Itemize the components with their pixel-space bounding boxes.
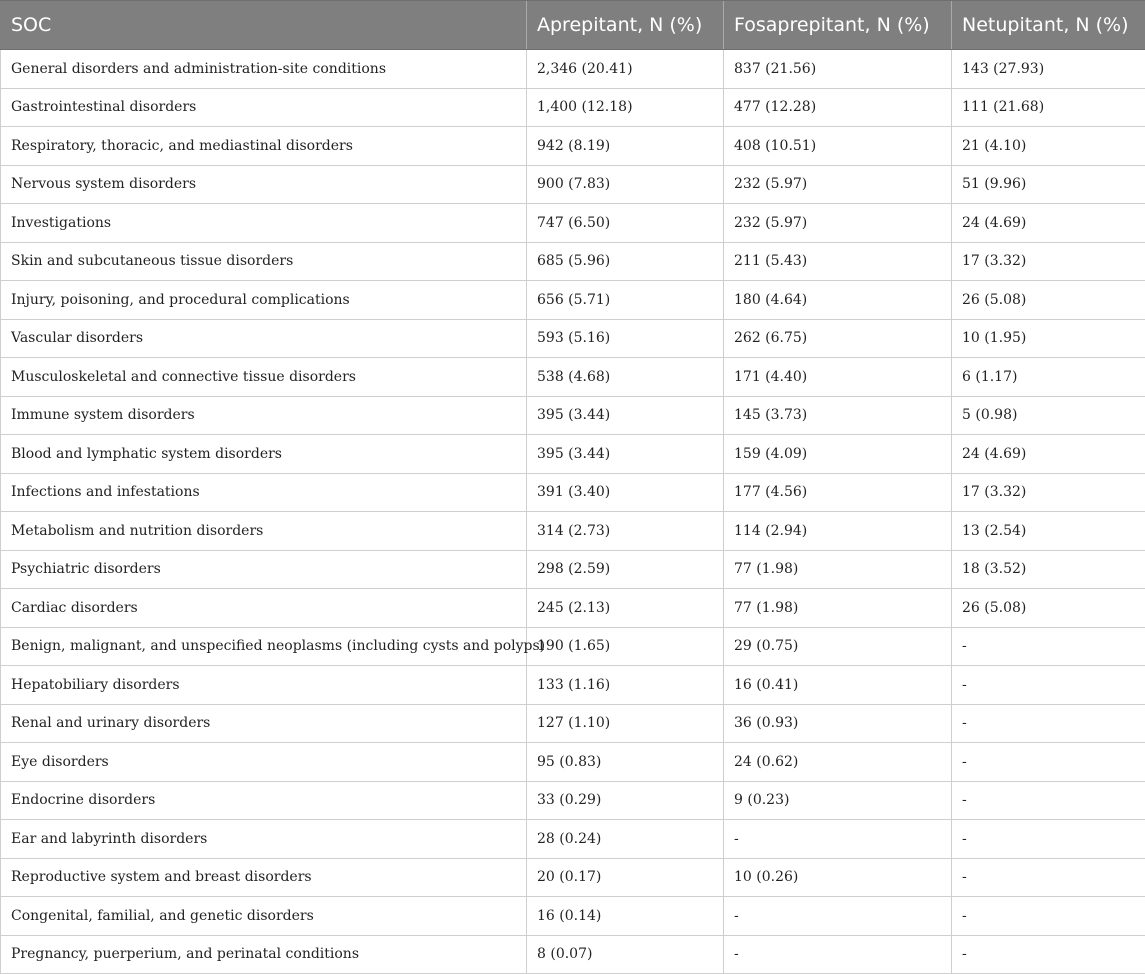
cell-aprepitant: 1,400 (12.18) [527, 88, 724, 127]
cell-fosaprepitant: 10 (0.26) [724, 858, 952, 897]
cell-soc: Eye disorders [1, 743, 527, 782]
cell-netupitant: 10 (1.95) [952, 319, 1145, 358]
cell-soc: Nervous system disorders [1, 165, 527, 204]
cell-fosaprepitant: - [724, 897, 952, 936]
cell-aprepitant: 245 (2.13) [527, 589, 724, 628]
header-row [1, 1, 1145, 50]
cell-fosaprepitant: 408 (10.51) [724, 127, 952, 166]
cell-fosaprepitant: 9 (0.23) [724, 781, 952, 820]
cell-netupitant: - [952, 820, 1145, 859]
table-row [1, 242, 1145, 281]
cell-netupitant: 6 (1.17) [952, 358, 1145, 397]
cell-fosaprepitant: 262 (6.75) [724, 319, 952, 358]
table-row [1, 319, 1145, 358]
cell-soc: Endocrine disorders [1, 781, 527, 820]
cell-netupitant: - [952, 897, 1145, 936]
table-row [1, 165, 1145, 204]
cell-soc: General disorders and administration-site conditions [1, 50, 527, 89]
cell-fosaprepitant: 837 (21.56) [724, 50, 952, 89]
cell-netupitant: - [952, 704, 1145, 743]
cell-soc: Pregnancy, puerperium, and perinatal conditions [1, 935, 527, 974]
table-row [1, 50, 1145, 89]
cell-netupitant: 24 (4.69) [952, 435, 1145, 474]
cell-fosaprepitant: 159 (4.09) [724, 435, 952, 474]
cell-aprepitant: 747 (6.50) [527, 204, 724, 243]
table-row [1, 512, 1145, 551]
table-row [1, 627, 1145, 666]
cell-soc: Ear and labyrinth disorders [1, 820, 527, 859]
table-body [1, 50, 1145, 974]
cell-aprepitant: 95 (0.83) [527, 743, 724, 782]
cell-soc: Infections and infestations [1, 473, 527, 512]
header-soc: SOC [1, 1, 527, 50]
table-row [1, 858, 1145, 897]
table-row [1, 666, 1145, 705]
cell-netupitant: 143 (27.93) [952, 50, 1145, 89]
cell-netupitant: 111 (21.68) [952, 88, 1145, 127]
cell-netupitant: 18 (3.52) [952, 550, 1145, 589]
cell-aprepitant: 127 (1.10) [527, 704, 724, 743]
cell-aprepitant: 391 (3.40) [527, 473, 724, 512]
cell-aprepitant: 900 (7.83) [527, 165, 724, 204]
cell-netupitant: 26 (5.08) [952, 281, 1145, 320]
cell-soc: Renal and urinary disorders [1, 704, 527, 743]
cell-soc: Respiratory, thoracic, and mediastinal disorders [1, 127, 527, 166]
cell-netupitant: 26 (5.08) [952, 589, 1145, 628]
cell-aprepitant: 133 (1.16) [527, 666, 724, 705]
table-header [1, 1, 1145, 50]
cell-netupitant: 21 (4.10) [952, 127, 1145, 166]
cell-fosaprepitant: 36 (0.93) [724, 704, 952, 743]
header-netupitant: Netupitant, N (%) [952, 1, 1145, 50]
cell-fosaprepitant: 145 (3.73) [724, 396, 952, 435]
cell-fosaprepitant: 114 (2.94) [724, 512, 952, 551]
cell-aprepitant: 314 (2.73) [527, 512, 724, 551]
table-row [1, 550, 1145, 589]
cell-fosaprepitant: 211 (5.43) [724, 242, 952, 281]
cell-aprepitant: 395 (3.44) [527, 435, 724, 474]
cell-fosaprepitant: 180 (4.64) [724, 281, 952, 320]
cell-soc: Reproductive system and breast disorders [1, 858, 527, 897]
cell-fosaprepitant: 29 (0.75) [724, 627, 952, 666]
cell-netupitant: 5 (0.98) [952, 396, 1145, 435]
table-row [1, 781, 1145, 820]
cell-fosaprepitant: 232 (5.97) [724, 204, 952, 243]
cell-soc: Benign, malignant, and unspecified neoplasms (including cysts and polyps) [1, 627, 527, 666]
cell-aprepitant: 33 (0.29) [527, 781, 724, 820]
table-row [1, 435, 1145, 474]
cell-netupitant: 13 (2.54) [952, 512, 1145, 551]
cell-fosaprepitant: 477 (12.28) [724, 88, 952, 127]
cell-netupitant: - [952, 781, 1145, 820]
cell-aprepitant: 942 (8.19) [527, 127, 724, 166]
cell-netupitant: 17 (3.32) [952, 242, 1145, 281]
table-row [1, 743, 1145, 782]
cell-netupitant: 17 (3.32) [952, 473, 1145, 512]
cell-soc: Cardiac disorders [1, 589, 527, 628]
table-row [1, 281, 1145, 320]
cell-aprepitant: 685 (5.96) [527, 242, 724, 281]
table-row [1, 396, 1145, 435]
cell-netupitant: - [952, 666, 1145, 705]
cell-aprepitant: 298 (2.59) [527, 550, 724, 589]
cell-soc: Congenital, familial, and genetic disorders [1, 897, 527, 936]
cell-aprepitant: 190 (1.65) [527, 627, 724, 666]
cell-fosaprepitant: 77 (1.98) [724, 589, 952, 628]
cell-fosaprepitant: - [724, 935, 952, 974]
cell-fosaprepitant: 171 (4.40) [724, 358, 952, 397]
cell-soc: Hepatobiliary disorders [1, 666, 527, 705]
cell-soc: Vascular disorders [1, 319, 527, 358]
cell-aprepitant: 395 (3.44) [527, 396, 724, 435]
cell-netupitant: - [952, 627, 1145, 666]
table-row [1, 935, 1145, 974]
table-row [1, 820, 1145, 859]
cell-fosaprepitant: 177 (4.56) [724, 473, 952, 512]
cell-netupitant: 24 (4.69) [952, 204, 1145, 243]
cell-aprepitant: 538 (4.68) [527, 358, 724, 397]
cell-fosaprepitant: 232 (5.97) [724, 165, 952, 204]
cell-soc: Injury, poisoning, and procedural complications [1, 281, 527, 320]
cell-soc: Psychiatric disorders [1, 550, 527, 589]
table-row [1, 204, 1145, 243]
cell-aprepitant: 20 (0.17) [527, 858, 724, 897]
cell-netupitant: 51 (9.96) [952, 165, 1145, 204]
table-row [1, 704, 1145, 743]
cell-aprepitant: 593 (5.16) [527, 319, 724, 358]
table-row [1, 897, 1145, 936]
cell-aprepitant: 656 (5.71) [527, 281, 724, 320]
header-fosaprepitant: Fosaprepitant, N (%) [724, 1, 952, 50]
table-row [1, 473, 1145, 512]
cell-aprepitant: 2,346 (20.41) [527, 50, 724, 89]
table-row [1, 127, 1145, 166]
cell-soc: Immune system disorders [1, 396, 527, 435]
cell-fosaprepitant: 16 (0.41) [724, 666, 952, 705]
cell-soc: Metabolism and nutrition disorders [1, 512, 527, 551]
cell-netupitant: - [952, 743, 1145, 782]
cell-fosaprepitant: - [724, 820, 952, 859]
cell-soc: Gastrointestinal disorders [1, 88, 527, 127]
cell-soc: Musculoskeletal and connective tissue disorders [1, 358, 527, 397]
cell-fosaprepitant: 24 (0.62) [724, 743, 952, 782]
table-row [1, 589, 1145, 628]
cell-aprepitant: 28 (0.24) [527, 820, 724, 859]
table-row [1, 88, 1145, 127]
cell-soc: Skin and subcutaneous tissue disorders [1, 242, 527, 281]
cell-aprepitant: 8 (0.07) [527, 935, 724, 974]
cell-aprepitant: 16 (0.14) [527, 897, 724, 936]
cell-fosaprepitant: 77 (1.98) [724, 550, 952, 589]
cell-soc: Blood and lymphatic system disorders [1, 435, 527, 474]
cell-netupitant: - [952, 858, 1145, 897]
cell-netupitant: - [952, 935, 1145, 974]
table-row [1, 358, 1145, 397]
header-aprepitant: Aprepitant, N (%) [527, 1, 724, 50]
cell-soc: Investigations [1, 204, 527, 243]
